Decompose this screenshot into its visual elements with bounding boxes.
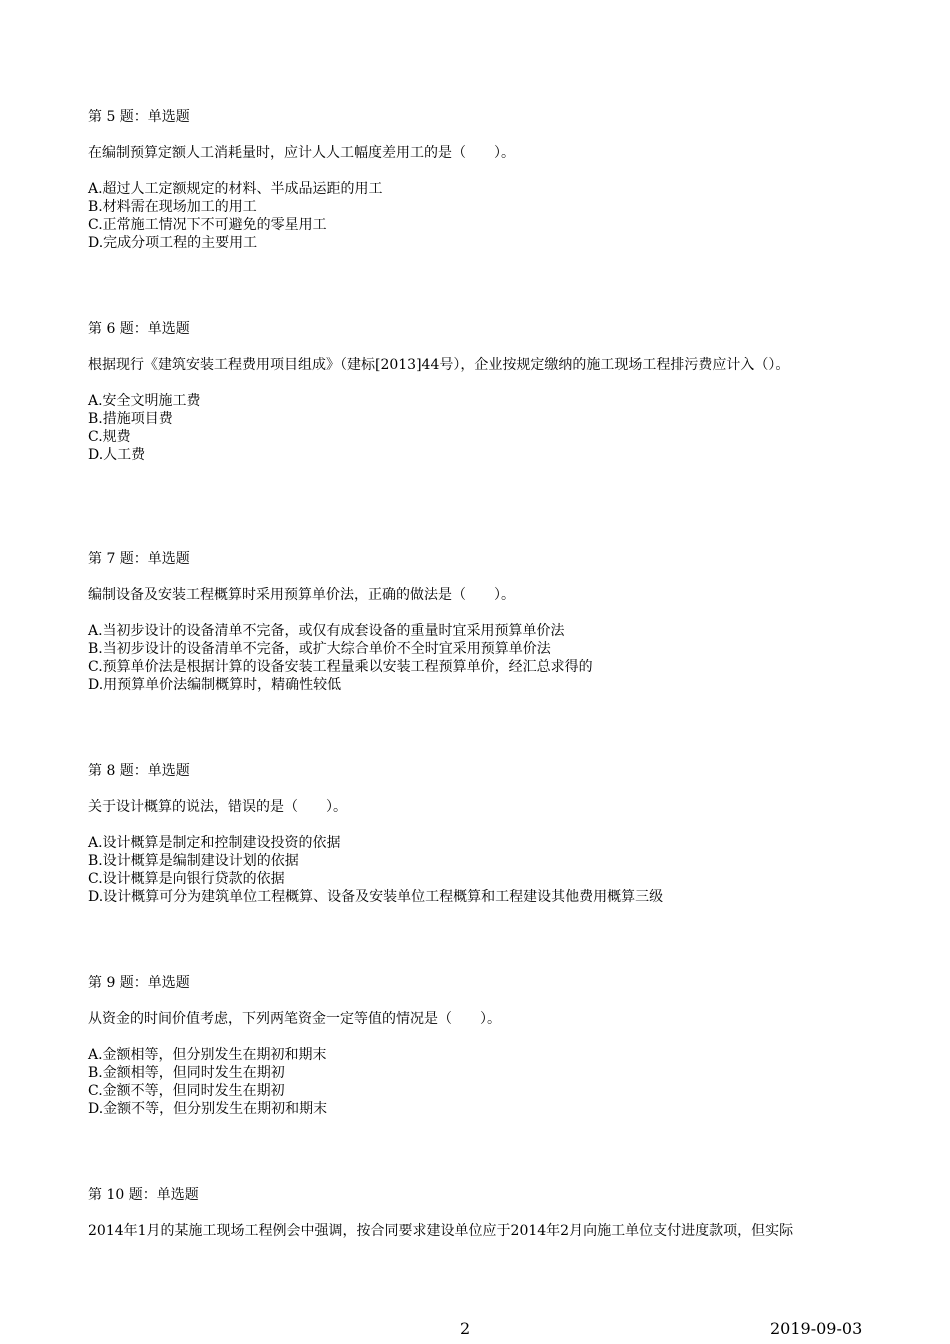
option-d: D.人工费	[88, 447, 146, 463]
option-list	[88, 622, 868, 694]
option-a: A.设计概算是制定和控制建设投资的依据	[88, 835, 341, 851]
option-d: D.设计概算可分为建筑单位工程概算、设备及安装单位工程概算和工程建设其他费用概算三级	[88, 889, 664, 905]
question-header: 第 7 题：单选题	[88, 551, 190, 567]
option-b: B.措施项目费	[88, 411, 173, 427]
option-list	[88, 392, 868, 464]
option-b: B.材料需在现场加工的用工	[88, 199, 257, 215]
question-stem: 2014年1月的某施工现场工程例会中强调，按合同要求建设单位应于2014年2月向施工单位支付进度款项，但实际	[88, 1223, 794, 1239]
option-c: C.预算单价法是根据计算的设备安装工程量乘以安装工程预算单价，经汇总求得的	[88, 659, 593, 675]
option-a: A.金额相等，但分别发生在期初和期末	[88, 1047, 327, 1063]
question-header: 第 10 题：单选题	[88, 1187, 199, 1203]
option-list	[88, 1046, 868, 1118]
option-a: A.安全文明施工费	[88, 393, 201, 409]
question-10	[88, 1186, 868, 1240]
question-stem: 根据现行《建筑安装工程费用项目组成》（建标[2013]44号），企业按规定缴纳的施工现场工程排污费应计入（）。	[88, 357, 790, 373]
option-c: C.正常施工情况下不可避免的零星用工	[88, 217, 327, 233]
question-5	[88, 108, 868, 252]
option-a: A.超过人工定额规定的材料、半成品运距的用工	[88, 181, 383, 197]
option-b: B.设计概算是编制建设计划的依据	[88, 853, 299, 869]
option-d: D.完成分项工程的主要用工	[88, 235, 258, 251]
option-list	[88, 834, 868, 906]
question-8	[88, 762, 868, 906]
question-6	[88, 320, 868, 464]
option-b: B.金额相等，但同时发生在期初	[88, 1065, 285, 1081]
option-c: C.设计概算是向银行贷款的依据	[88, 871, 285, 887]
option-a: A.当初步设计的设备清单不完备，或仅有成套设备的重量时宜采用预算单价法	[88, 623, 565, 639]
question-stem: 编制设备及安装工程概算时采用预算单价法，正确的做法是（ ）。	[88, 587, 515, 603]
option-b: B.当初步设计的设备清单不完备，或扩大综合单价不全时宜采用预算单价法	[88, 641, 551, 657]
option-list	[88, 180, 868, 252]
question-header: 第 9 题：单选题	[88, 975, 190, 991]
question-9	[88, 974, 868, 1118]
question-header: 第 5 题：单选题	[88, 109, 190, 125]
page-number: 2	[460, 1319, 471, 1338]
option-c: C.金额不等，但同时发生在期初	[88, 1083, 285, 1099]
question-stem: 关于设计概算的说法，错误的是（ ）。	[88, 799, 347, 815]
question-stem: 从资金的时间价值考虑，下列两笔资金一定等值的情况是（ ）。	[88, 1011, 501, 1027]
question-7	[88, 550, 868, 694]
question-header: 第 8 题：单选题	[88, 763, 190, 779]
question-header: 第 6 题：单选题	[88, 321, 190, 337]
option-c: C.规费	[88, 429, 131, 445]
option-d: D.金额不等，但分别发生在期初和期末	[88, 1101, 328, 1117]
question-stem: 在编制预算定额人工消耗量时，应计人人工幅度差用工的是（ ）。	[88, 145, 515, 161]
option-d: D.用预算单价法编制概算时，精确性较低	[88, 677, 342, 693]
footer-date: 2019-09-03	[770, 1319, 863, 1338]
